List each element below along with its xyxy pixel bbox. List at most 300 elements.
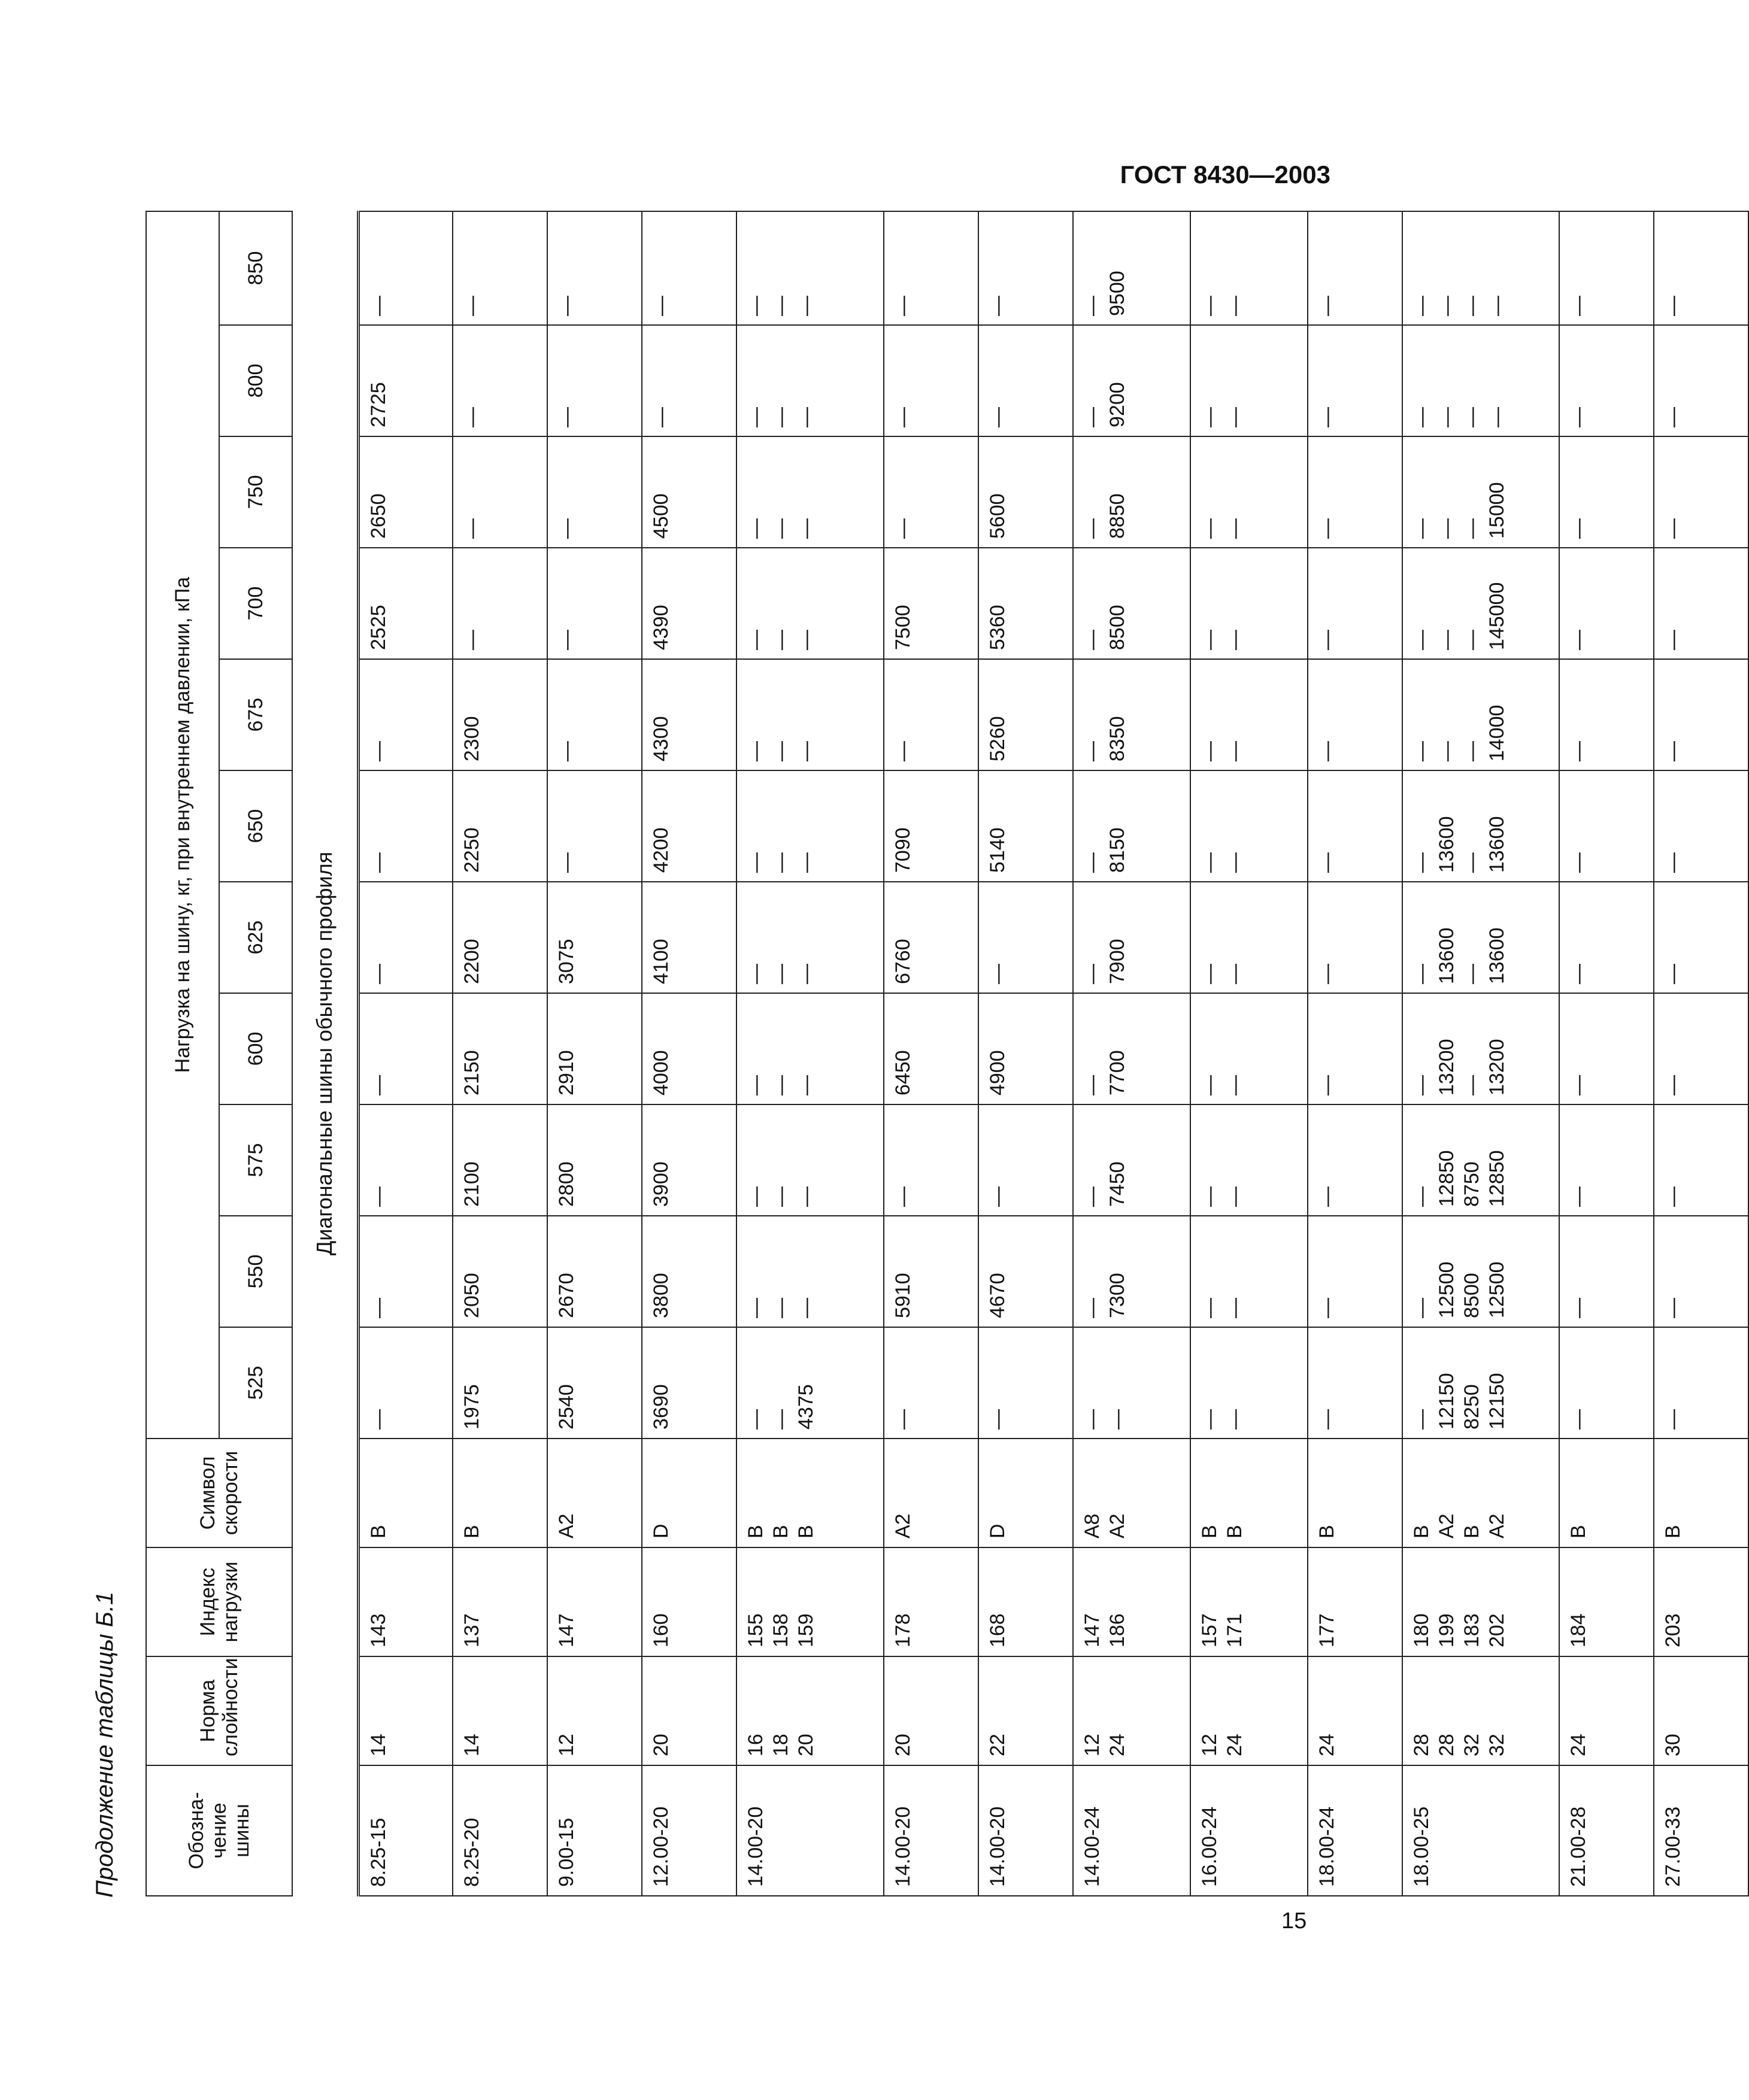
load-index-line: 158 [769, 1613, 792, 1647]
speed-symbol [1073, 1439, 1190, 1547]
load-value-line: 12850 [1486, 1150, 1508, 1207]
speed-symbol-line: B [1567, 1525, 1590, 1538]
speed-symbol-line: B [1198, 1525, 1221, 1538]
load-index [358, 1547, 453, 1656]
table-row [1402, 211, 1559, 1896]
load-value-line: — [1662, 296, 1684, 316]
load-value-line: — [744, 518, 767, 539]
ply-rating [453, 1656, 547, 1765]
load-value-line: — [1662, 518, 1684, 539]
load-value-line: — [1410, 1298, 1433, 1318]
load-value-line: — [744, 1075, 767, 1095]
load-value-line: — [1198, 407, 1221, 427]
load-value [358, 211, 453, 325]
load-value [453, 548, 547, 659]
speed-symbol [978, 1439, 1073, 1547]
load-value [1190, 1327, 1308, 1439]
load-index-line: 203 [1662, 1613, 1684, 1647]
load-value-line: — [1662, 1186, 1684, 1207]
load-value-line: — [1460, 964, 1483, 984]
col-index-header: Индекс нагрузки [146, 1547, 292, 1656]
load-value [1559, 659, 1654, 770]
load-value [736, 325, 884, 436]
load-value-line: — [795, 1186, 817, 1207]
load-value [1073, 1216, 1190, 1327]
load-value-line: — [1315, 407, 1338, 427]
load-value-line: — [650, 407, 672, 427]
load-index-line: 155 [744, 1613, 767, 1647]
load-value [1308, 770, 1402, 882]
load-value-line: 1975 [460, 1384, 483, 1430]
load-value-line: 4200 [650, 827, 672, 873]
load-value-line: — [1081, 741, 1104, 761]
load-value-line: — [795, 852, 817, 873]
load-value [547, 1104, 642, 1216]
tire-designation: 8.25-20 [453, 1765, 547, 1896]
load-value-line: 12150 [1435, 1373, 1458, 1430]
ply-rating [1559, 1656, 1654, 1765]
load-value [978, 1327, 1073, 1439]
load-value-line: — [1315, 1298, 1338, 1318]
load-value-line: — [1315, 1075, 1338, 1095]
load-value-line: — [1410, 518, 1433, 539]
load-value-line: 8500 [1106, 605, 1129, 650]
load-value-line: — [1410, 407, 1433, 427]
load-value-line: — [1223, 518, 1246, 539]
load-value [1073, 548, 1190, 659]
load-value-line: — [1435, 518, 1458, 539]
speed-symbol [1402, 1439, 1559, 1547]
load-value-line: — [555, 741, 578, 761]
load-value-line: — [460, 296, 483, 316]
speed-symbol-line: A2 [892, 1513, 914, 1538]
load-value-line: 5260 [986, 716, 1009, 761]
load-value-line: — [892, 407, 914, 427]
tire-designation: 14.00-20 [978, 1765, 1073, 1896]
load-value [1654, 659, 1748, 770]
load-value-line: — [1198, 1409, 1221, 1430]
load-index-line: 186 [1106, 1613, 1129, 1647]
ply-rating-line: 32 [1460, 1734, 1483, 1756]
load-value [736, 436, 884, 548]
load-value-line: 4390 [650, 605, 672, 650]
load-value-line: 2540 [555, 1384, 578, 1430]
col-designation-header: Обозна- чение шины [146, 1765, 292, 1896]
load-value [1190, 770, 1308, 882]
pressure-header: 650 [219, 770, 292, 882]
load-value-line: 4000 [650, 1050, 672, 1095]
load-value-line: — [555, 518, 578, 539]
load-value [1654, 993, 1748, 1104]
speed-symbol [358, 1439, 453, 1547]
load-value [1308, 1327, 1402, 1439]
load-index [978, 1547, 1073, 1656]
ply-rating-line: 22 [986, 1734, 1009, 1756]
load-value-line: — [795, 741, 817, 761]
load-value [736, 211, 884, 325]
load-value-line: — [1223, 1075, 1246, 1095]
ply-rating-line: 14 [460, 1734, 483, 1756]
load-value-line: 2650 [366, 493, 390, 539]
load-value [1654, 1327, 1748, 1439]
load-value-line: 145000 [1486, 582, 1508, 650]
load-value-line: — [1081, 1186, 1104, 1207]
load-value-line: — [1410, 964, 1433, 984]
load-value-line: 8350 [1106, 716, 1129, 761]
load-value [1190, 211, 1308, 325]
load-value-line: — [1567, 741, 1590, 761]
pressure-header: 525 [219, 1327, 292, 1439]
load-value-line: — [1486, 407, 1508, 427]
load-value-line: — [460, 630, 483, 650]
load-value [1190, 993, 1308, 1104]
load-value [736, 659, 884, 770]
load-value-line: — [744, 852, 767, 873]
pressure-header: 675 [219, 659, 292, 770]
speed-symbol [453, 1439, 547, 1547]
load-value-line: 2525 [366, 605, 390, 650]
load-value-line: — [1435, 296, 1458, 316]
load-value-line: 4900 [986, 1050, 1009, 1095]
load-value-line: — [1315, 852, 1338, 873]
ply-rating-line: 30 [1662, 1734, 1684, 1756]
load-value-line: 8150 [1106, 827, 1129, 873]
load-value-line: — [744, 1186, 767, 1207]
load-value-line: 4500 [650, 493, 672, 539]
speed-symbol-line: B [1223, 1525, 1246, 1538]
load-value-line: 3800 [650, 1273, 672, 1318]
load-value [453, 882, 547, 993]
load-value-line: — [892, 1186, 914, 1207]
load-value-line: — [1410, 630, 1433, 650]
load-value-line: — [366, 296, 390, 316]
load-value-line: — [1223, 630, 1246, 650]
load-value-line: — [1460, 741, 1483, 761]
load-index-line: 177 [1315, 1613, 1338, 1647]
load-value [642, 436, 736, 548]
load-value [358, 325, 453, 436]
load-value [358, 548, 453, 659]
load-value [1654, 548, 1748, 659]
load-value-line: 13600 [1435, 927, 1458, 984]
load-value [736, 1104, 884, 1216]
load-value-line: — [1567, 1298, 1590, 1318]
load-value-line: — [366, 852, 390, 873]
load-value-line: — [1315, 1409, 1338, 1430]
load-value [1190, 1216, 1308, 1327]
load-value-line: — [1567, 852, 1590, 873]
load-value-line: — [1198, 630, 1221, 650]
ply-rating [547, 1656, 642, 1765]
load-value-line: 2725 [366, 382, 390, 427]
load-value-line: 12850 [1435, 1150, 1458, 1207]
speed-symbol-line: A2 [1486, 1513, 1508, 1538]
load-value [1402, 436, 1559, 548]
load-value-line: 7090 [892, 827, 914, 873]
load-value-line: — [366, 1186, 390, 1207]
load-value-line: — [769, 1409, 792, 1430]
load-value-line: — [1662, 964, 1684, 984]
speed-symbol [1308, 1439, 1402, 1547]
table-row [736, 211, 884, 1896]
load-value-line: 13600 [1486, 816, 1508, 873]
load-value-line: — [1410, 741, 1433, 761]
load-value-line: — [744, 630, 767, 650]
load-value-line: — [650, 296, 672, 316]
load-index-line: 137 [460, 1613, 483, 1647]
table-row [1073, 211, 1190, 1896]
load-value-line: 7500 [892, 605, 914, 650]
load-value-line: 7700 [1106, 1050, 1129, 1095]
load-index [1190, 1547, 1308, 1656]
load-value-line: 13600 [1486, 927, 1508, 984]
load-value [1654, 211, 1748, 325]
pressure-header: 550 [219, 1216, 292, 1327]
load-value [884, 1104, 978, 1216]
ply-rating-line: 16 [744, 1734, 767, 1756]
load-value-line: — [795, 407, 817, 427]
table-caption: Продолжение таблицы Б.1 [92, 1591, 118, 1898]
speed-symbol-line: A2 [1106, 1513, 1129, 1538]
load-index-line: 180 [1410, 1613, 1433, 1647]
load-value [453, 993, 547, 1104]
load-value-line: — [1081, 1075, 1104, 1095]
load-value [1073, 1327, 1190, 1439]
load-value-line: — [1460, 407, 1483, 427]
load-value-line: — [460, 518, 483, 539]
load-value [736, 882, 884, 993]
load-value-line: — [366, 1298, 390, 1318]
ply-rating-line: 12 [555, 1734, 578, 1756]
speed-symbol-line: B [1460, 1525, 1483, 1538]
speed-symbol-line: B [795, 1525, 817, 1538]
load-value-line: 7450 [1106, 1161, 1129, 1207]
load-value-line: — [1410, 1409, 1433, 1430]
load-value [547, 993, 642, 1104]
load-value-line: — [744, 741, 767, 761]
load-value-line: — [1460, 518, 1483, 539]
load-value [453, 770, 547, 882]
load-value [884, 436, 978, 548]
load-value [1559, 882, 1654, 993]
table-row [1308, 211, 1402, 1896]
load-value-line: — [1081, 964, 1104, 984]
load-value-line: — [744, 407, 767, 427]
load-value-line: — [795, 1075, 817, 1095]
ply-rating [1654, 1656, 1748, 1765]
ply-rating-line: 24 [1567, 1734, 1590, 1756]
load-value-line: — [1410, 852, 1433, 873]
speed-symbol-line: D [986, 1524, 1009, 1538]
load-value [1308, 211, 1402, 325]
standard-code: ГОСТ 8430—2003 [1120, 160, 1330, 189]
load-value-line: 3690 [650, 1384, 672, 1430]
load-value [1402, 1216, 1559, 1327]
load-value [884, 1216, 978, 1327]
rotated-table-container [146, 216, 1684, 1896]
speed-symbol-line: B [769, 1525, 792, 1538]
load-value [1654, 1216, 1748, 1327]
load-value [1559, 211, 1654, 325]
table-row [1559, 211, 1654, 1896]
load-value-line: 5600 [986, 493, 1009, 539]
load-value-line: — [366, 964, 390, 984]
speed-symbol-line: B [460, 1525, 483, 1538]
load-value [1308, 882, 1402, 993]
load-index [453, 1547, 547, 1656]
load-value-line: — [1198, 518, 1221, 539]
load-value-line: 2300 [460, 716, 483, 761]
load-value [547, 325, 642, 436]
load-value [884, 548, 978, 659]
load-value-line: — [769, 1075, 792, 1095]
load-value-line: — [769, 852, 792, 873]
load-index [642, 1547, 736, 1656]
load-value-line: — [986, 1186, 1009, 1207]
load-value-line: — [1567, 296, 1590, 316]
load-value-line: — [744, 296, 767, 316]
load-value-line: — [986, 296, 1009, 316]
load-value [1190, 659, 1308, 770]
load-value [1402, 1327, 1559, 1439]
load-index-line: 160 [650, 1613, 672, 1647]
load-value [978, 770, 1073, 882]
load-index [884, 1547, 978, 1656]
ply-rating-line: 14 [366, 1734, 390, 1756]
load-value [978, 325, 1073, 436]
load-value-line: — [555, 296, 578, 316]
load-value-line: 8500 [1460, 1273, 1483, 1318]
load-value [736, 993, 884, 1104]
load-value-line: 14000 [1486, 705, 1508, 761]
tire-designation: 9.00-15 [547, 1765, 642, 1896]
load-value-line: 9500 [1106, 271, 1129, 316]
load-value-line: — [744, 964, 767, 984]
load-value [1190, 1104, 1308, 1216]
load-value [1402, 659, 1559, 770]
load-value-line: — [1315, 296, 1338, 316]
load-value-line: — [769, 296, 792, 316]
load-value [642, 659, 736, 770]
load-value-line: — [1435, 741, 1458, 761]
load-value-line: — [1460, 296, 1483, 316]
ply-rating [1190, 1656, 1308, 1765]
load-value [358, 1104, 453, 1216]
load-value [884, 1327, 978, 1439]
load-value [736, 770, 884, 882]
ply-rating-line: 24 [1223, 1734, 1246, 1756]
load-value-line: — [769, 630, 792, 650]
speed-symbol-line: D [650, 1524, 672, 1538]
load-group-header: Нагрузка на шину, кг, при внутреннем давлении, кПа [146, 211, 219, 1439]
load-value [358, 1327, 453, 1439]
load-value-line: 2150 [460, 1050, 483, 1095]
load-value [1402, 211, 1559, 325]
pressure-header: 800 [219, 325, 292, 436]
load-value-line: — [1223, 964, 1246, 984]
load-value-line: — [1460, 1075, 1483, 1095]
ply-rating [736, 1656, 884, 1765]
load-value [978, 882, 1073, 993]
load-value-line: — [1198, 852, 1221, 873]
load-value-line: — [1315, 630, 1338, 650]
load-index-line: 199 [1435, 1613, 1458, 1647]
speed-symbol-line: B [366, 1525, 390, 1538]
load-value-line: — [769, 964, 792, 984]
load-value [1073, 436, 1190, 548]
col-ply-header: Норма слойности [146, 1656, 292, 1765]
tire-designation: 18.00-25 [1402, 1765, 1559, 1896]
speed-symbol [736, 1439, 884, 1547]
col-speed-header: Символ скорости [146, 1439, 292, 1547]
load-value-line: — [1198, 741, 1221, 761]
load-value [1654, 436, 1748, 548]
load-value [1073, 993, 1190, 1104]
ply-rating-line: 20 [795, 1734, 817, 1756]
table-row [884, 211, 978, 1896]
load-value [453, 211, 547, 325]
load-value [642, 1104, 736, 1216]
pressure-header: 600 [219, 993, 292, 1104]
load-value-line: 3075 [555, 939, 578, 984]
load-value-line: — [1081, 1409, 1104, 1430]
load-value [642, 1216, 736, 1327]
load-value [978, 548, 1073, 659]
load-value [1308, 659, 1402, 770]
load-value [547, 770, 642, 882]
load-value-line: 8850 [1106, 493, 1129, 539]
load-value-line: — [1223, 852, 1246, 873]
load-index [1402, 1547, 1559, 1656]
load-value-line: — [1223, 741, 1246, 761]
load-value-line: — [744, 1409, 767, 1430]
load-value-line: 2800 [555, 1161, 578, 1207]
load-value [736, 1216, 884, 1327]
load-value [978, 659, 1073, 770]
load-value [547, 882, 642, 993]
load-value-line: 2910 [555, 1050, 578, 1095]
load-value [1402, 548, 1559, 659]
load-value [1559, 1216, 1654, 1327]
load-value [547, 1216, 642, 1327]
load-value-line: 12500 [1435, 1261, 1458, 1318]
load-value-line: — [1567, 1075, 1590, 1095]
table-row [1190, 211, 1308, 1896]
load-value-line: — [769, 741, 792, 761]
load-index-line: 183 [1460, 1613, 1483, 1647]
load-value-line: — [1460, 630, 1483, 650]
tire-designation: 14.00-20 [884, 1765, 978, 1896]
load-value-line: 2670 [555, 1273, 578, 1318]
ply-rating-line: 24 [1315, 1734, 1338, 1756]
load-value-line: — [555, 407, 578, 427]
load-value [358, 770, 453, 882]
load-value [884, 993, 978, 1104]
page-number: 15 [1281, 1908, 1307, 1934]
load-value-line: — [986, 964, 1009, 984]
load-value-line: 2050 [460, 1273, 483, 1318]
load-value-line: 12500 [1486, 1261, 1508, 1318]
load-value [358, 882, 453, 993]
load-value-line: — [1081, 407, 1104, 427]
ply-rating-line: 28 [1435, 1734, 1458, 1756]
load-value [642, 211, 736, 325]
load-value [1654, 1104, 1748, 1216]
ply-rating [1402, 1656, 1559, 1765]
load-value [1402, 325, 1559, 436]
load-value-line: — [892, 296, 914, 316]
load-value-line: — [1223, 1298, 1246, 1318]
